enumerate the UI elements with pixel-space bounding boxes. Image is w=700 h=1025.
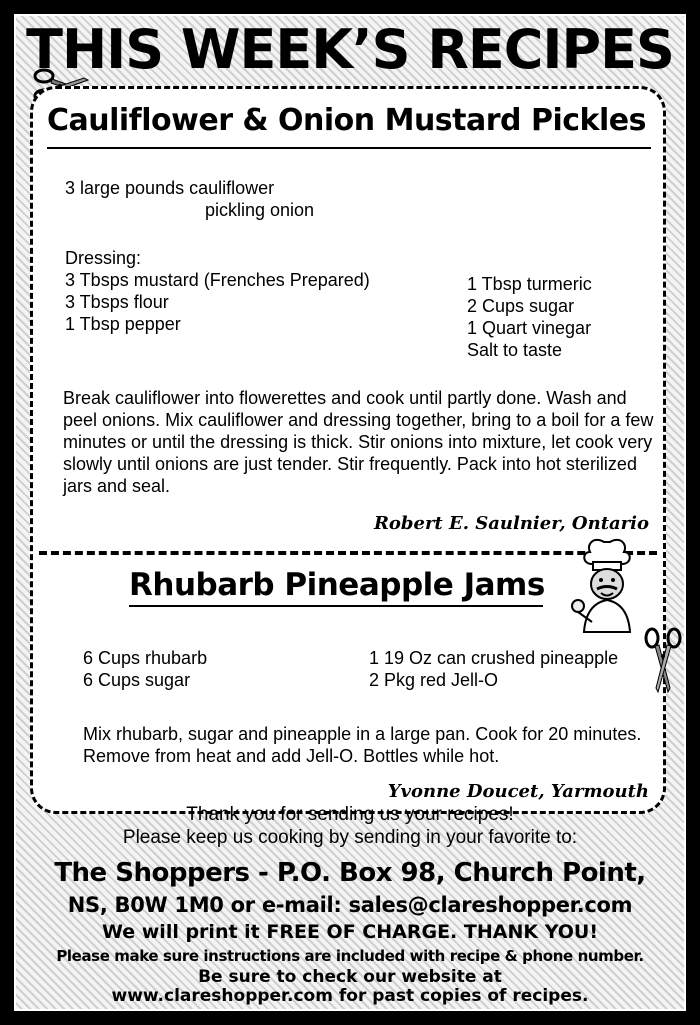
recipe-author: Robert E. Saulnier, Ontario: [373, 513, 649, 534]
title-underline: [129, 605, 543, 607]
recipe-directions: Break cauliflower into flowerettes and cook until partly done. Wash and peel onions. Mix cauliflower and dressing together, bring to a boil for a few minutes or until the dressing is thick. Stir onions into mixture, let cook very slowly until onions are just tender. Stir frequently. Pack into hot sterilized jars and seal.: [63, 388, 654, 496]
scissors-icon: [642, 626, 686, 696]
ingredient-line: pickling onion: [205, 200, 315, 220]
ingredient-line: 3 Tbsps flour: [65, 292, 169, 312]
ingredient-line: 3 Tbsps mustard (Frenches Prepared): [65, 270, 370, 290]
recipe-directions: Mix rhubarb, sugar and pineapple in a large pan. Cook for 20 minutes. Remove from heat and add Jell-O. Bottles while hot.: [83, 724, 642, 766]
recipe-author: Yvonne Doucet, Yarmouth: [387, 781, 649, 802]
ingredient-line: 1 Tbsp pepper: [65, 314, 181, 334]
website-url: www.clareshopper.com for past copies of recipes.: [111, 986, 589, 1006]
free-print-notice: We will print it FREE OF CHARGE. THANK YOU!: [101, 921, 599, 943]
page-title: THIS WEEK’S RECIPES: [26, 18, 674, 81]
submission-prompt: Please keep us cooking by sending in your favorite to:: [122, 827, 578, 848]
chef-icon: [564, 534, 654, 634]
title-underline: [47, 147, 651, 149]
mailing-address: The Shoppers - P.O. Box 98, Church Point,: [54, 858, 646, 888]
ingredient-line: 6 Cups rhubarb: [83, 648, 208, 668]
recipe-coupon: [30, 86, 666, 814]
ingredient-line: 6 Cups sugar: [83, 670, 191, 690]
dressing-label: Dressing:: [65, 248, 142, 268]
ingredient-line: 2 Pkg red Jell-O: [369, 670, 499, 690]
recipe-title: Rhubarb Pineapple Jams: [129, 567, 545, 603]
ingredient-line: 1 19 Oz can crushed pineapple: [369, 648, 619, 668]
thank-you-text: Thank you for sending us your recipes!: [186, 804, 514, 825]
ingredient-line: 1 Tbsp turmeric: [467, 274, 592, 294]
ingredient-line: 3 large pounds cauliflower: [65, 178, 275, 198]
instructions-note: Please make sure instructions are included with recipe & phone number.: [56, 947, 644, 965]
ingredient-line: 2 Cups sugar: [467, 296, 575, 316]
ingredient-line: 1 Quart vinegar: [467, 318, 592, 338]
recipe-title: Cauliflower & Onion Mustard Pickles: [47, 103, 646, 138]
website-notice: Be sure to check our website at: [198, 967, 502, 987]
ingredient-line: Salt to taste: [467, 340, 563, 360]
contact-email: NS, B0W 1M0 or e-mail: sales@clareshopper.com: [67, 893, 633, 917]
